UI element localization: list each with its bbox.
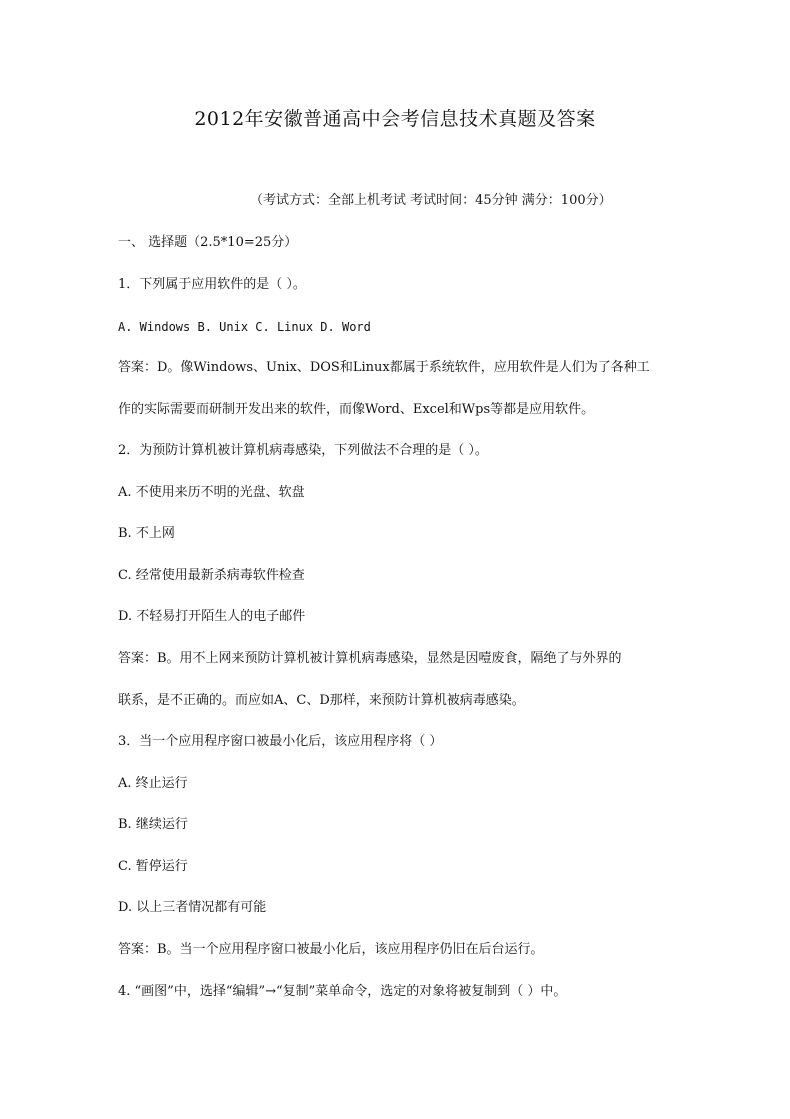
- question-2-option-a: A. 不使用来历不明的光盘、软盘: [118, 485, 305, 500]
- question-2-option-c: C. 经常使用最新杀病毒软件检查: [118, 568, 305, 583]
- question-3: 3．当一个应用程序窗口被最小化后，该应用程序将（ ）: [118, 734, 443, 749]
- question-3-option-b: B. 继续运行: [118, 817, 188, 832]
- question-2: 2．为预防计算机被计算机病毒感染，下列做法不合理的是（ ）。: [118, 443, 488, 458]
- question-1: 1．下列属于应用软件的是（ ）。: [118, 277, 306, 292]
- document-title: 2012年安徽普通高中会考信息技术真题及答案: [194, 108, 596, 130]
- exam-info: （考试方式：全部上机考试 考试时间：45分钟 满分：100分）: [250, 193, 612, 208]
- question-2-option-b: B. 不上网: [118, 526, 175, 541]
- question-4: 4. “画图”中，选择“编辑”→“复制”菜单命令，选定的对象将被复制到（ ）中。: [118, 984, 567, 999]
- question-2-answer-line-1: 答案：B。用不上网来预防计算机被计算机病毒感染，显然是因噎废食，隔绝了与外界的: [118, 651, 622, 666]
- question-1-options: A. Windows B. Unix C. Linux D. Word: [118, 320, 371, 334]
- section-heading: 一、 选择题（2.5*10=25分）: [118, 235, 298, 250]
- question-3-option-d: D. 以上三者情况都有可能: [118, 900, 267, 915]
- question-3-option-c: C. 暂停运行: [118, 859, 188, 874]
- question-3-answer: 答案：B。当一个应用程序窗口被最小化后，该应用程序仍旧在后台运行。: [118, 942, 544, 957]
- question-2-answer-line-2: 联系，是不正确的。而应如A、C、D那样，来预防计算机被病毒感染。: [118, 693, 525, 708]
- question-1-answer-line-2: 作的实际需要而研制开发出来的软件，而像Word、Excel和Wps等都是应用软件。: [118, 402, 595, 417]
- question-1-answer-line-1: 答案：D。像Windows、Unix、DOS和Linux都属于系统软件，应用软件是人们为了各种工: [118, 360, 650, 375]
- question-2-option-d: D. 不轻易打开陌生人的电子邮件: [118, 609, 306, 624]
- question-3-option-a: A. 终止运行: [118, 776, 188, 791]
